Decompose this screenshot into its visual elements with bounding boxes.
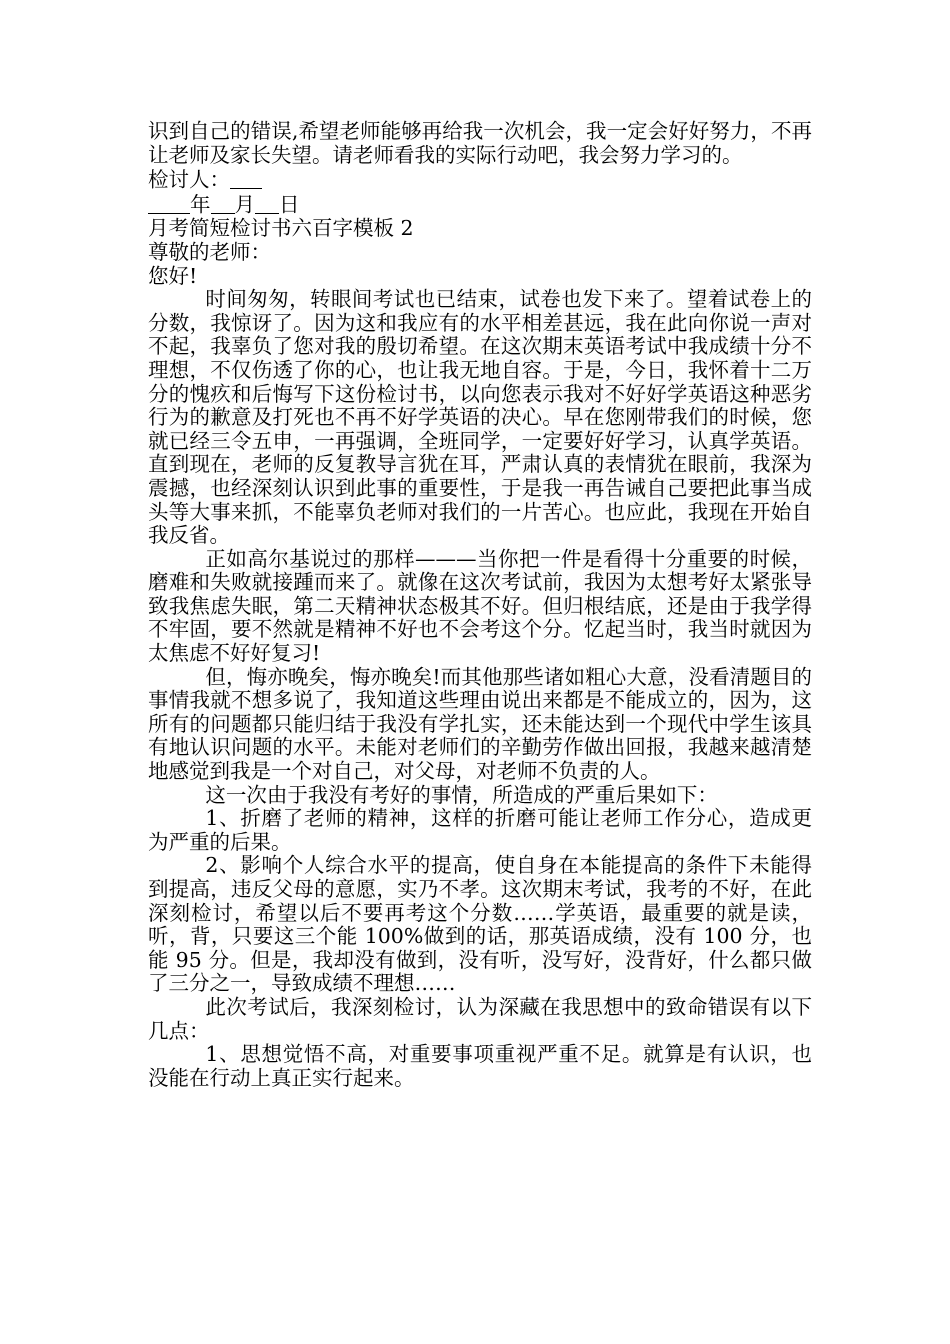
date-line [148, 192, 812, 217]
paragraph-closing-previous: 识到自己的错误,希望老师能够再给我一次机会，我一定会好好努力，不再让老师及家长失望。请老师看我的实际行动吧，我会努力学习的。 [148, 119, 812, 167]
year-blank [148, 192, 190, 214]
list-item-2: 2、影响个人综合水平的提高，使自身在本能提高的条件下未能得到提高，违反父母的意愿，实乃不孝。这次期末考试，我考的不好，在此深刻检讨，希望以后不要再考这个分数……学英语，最重要的就是读，听，背，只要这三个能 100%做到的话，那英语成绩，没有 100 分，也能 95 分。但是，我却没有做到，没有听，没写好，没背好，什么都只做了三分之一，导致成绩不理想…… [148, 853, 812, 996]
date-day-label: 日 [279, 192, 300, 217]
document-page [148, 120, 812, 1090]
greeting: 您好! [148, 263, 198, 288]
date-month-label: 月 [234, 192, 255, 217]
signer-line [148, 167, 812, 192]
day-blank [255, 192, 279, 214]
salutation: 尊敬的老师： [148, 239, 271, 264]
list-item-3: 1、思想觉悟不高，对重要事项重视严重不足。就算是有认识，也没能在行动上真正实行起来。 [148, 1042, 812, 1090]
list-item-1: 1、折磨了老师的精神，这样的折磨可能让老师工作分心，造成更为严重的后果。 [148, 806, 812, 854]
paragraph-body-1: 时间匆匆，转眼间考试也已结束，试卷也发下来了。望着试卷上的分数，我惊讶了。因为这和我应有的水平相差甚远，我在此向你说一声对不起，我辜负了您对我的殷切希望。在这次期末英语考试中我成绩十分不理想，不仅伤透了你的心，也让我无地自容。于是，今日，我怀着十二万分的愧疚和后悔写下这份检讨书，以向您表示我对不好好学英语这种恶劣行为的歉意及打死也不再不好学英语的决心。早在您刚带我们的时候，您就已经三令五申，一再强调，全班同学，一定要好好学习，认真学英语。直到现在，老师的反复教导言犹在耳，严肃认真的表情犹在眼前，我深为震撼，也经深刻认识到此事的重要性，于是我一再告诫自己要把此事当成头等大事来抓，不能辜负老师对我们的一片苦心。也应此，我现在开始自我反省。 [148, 287, 812, 548]
section-title: 月考简短检讨书六百字模板 2 [148, 216, 414, 241]
paragraph-body-2: 正如高尔基说过的那样———当你把一件是看得十分重要的时候，磨难和失败就接踵而来了。就像在这次考试前，我因为太想考好太紧张导致我焦虑失眠，第二天精神状态极其不好。但归根结底，还是由于我学得不牢固，要不然就是精神不好也不会考这个分。忆起当时，我当时就因为太焦虑不好好复习! [148, 546, 812, 666]
paragraph-body-5: 此次考试后，我深刻检讨，认为深藏在我思想中的致命错误有以下几点： [148, 994, 812, 1043]
month-blank [211, 192, 235, 214]
signer-blank [230, 167, 262, 189]
paragraph-body-4: 这一次由于我没有考好的事情，所造成的严重后果如下： [205, 782, 718, 807]
date-year-label: 年 [190, 192, 211, 217]
paragraph-body-3: 但，悔亦晚矣，悔亦晚矣!而其他那些诸如粗心大意，没看清题目的事情我就不想多说了，我知道这些理由说出来都是不能成立的，因为，这所有的问题都只能归结于我没有学扎实，还未能达到一个现代中学生该具有地认识问题的水平。未能对老师们的辛勤劳作做出回报，我越来越清楚地感觉到我是一个对自己，对父母，对老师不负责的人。 [148, 664, 812, 784]
signer-label: 检讨人： [148, 167, 230, 192]
